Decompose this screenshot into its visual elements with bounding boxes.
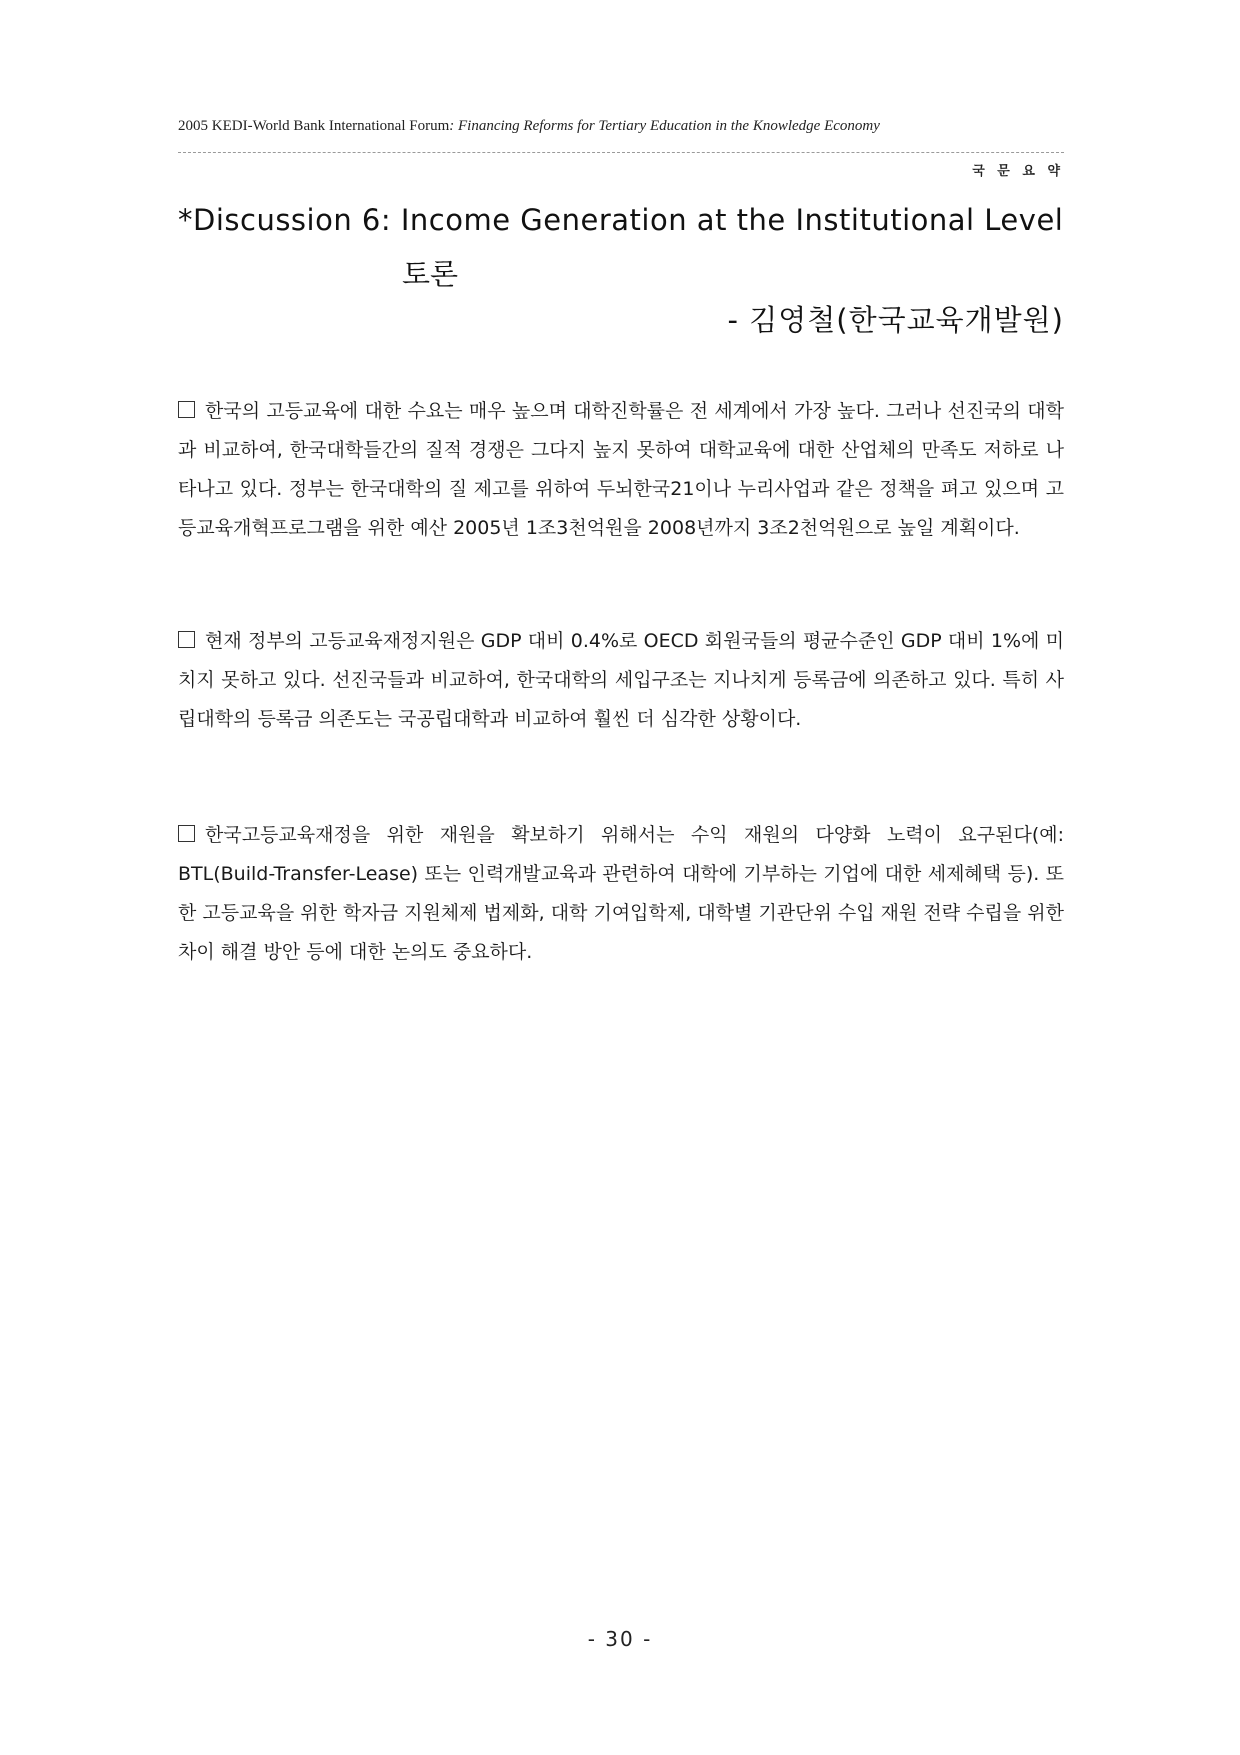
paragraph-2 [178,622,1064,739]
header-forum-subtitle: : Financing Reforms for Tertiary Education in the Knowledge Economy [449,118,880,134]
page-title: *Discussion 6: Income Generation at the Institutional Level [178,203,1064,237]
checkbox-bullet-icon [178,631,195,648]
section-tag: 국 문 요 약 [972,164,1064,179]
checkbox-bullet-icon [178,825,195,842]
paragraph-3 [178,816,1064,972]
page-number: - 30 - [587,1627,653,1651]
header-divider [178,152,1064,153]
author-line: - 김영철(한국교육개발원) [727,303,1064,337]
paragraph-text: 한국고등교육재정을 위한 재원을 확보하기 위해서는 수익 재원의 다양화 노력이 요구된다(예: BTL(Build-Transfer-Lease) 또는 인력개발교육과 관련하여 대학에 기부하는 기업에 대한 세제혜택 등). 또한 고등교육을 위한 학자금 지원체제 법제화, 대학 기여입학제, 대학별 기관단위 수입 재원 전략 수립을 위한 차이 해결 방안 등에 대한 논의도 중요하다. [178,824,1064,963]
header-forum-name: 2005 KEDI-World Bank International Forum [178,118,450,134]
running-header [178,118,1078,135]
paragraph-text: 한국의 고등교육에 대한 수요는 매우 높으며 대학진학률은 전 세계에서 가장 높다. 그러나 선진국의 대학과 비교하여, 한국대학들간의 질적 경쟁은 그다지 높지 못하여 대학교육에 대한 산업체의 만족도 저하로 나타나고 있다. 정부는 한국대학의 질 제고를 위하여 두뇌한국21이나 누리사업과 같은 정책을 펴고 있으며 고등교육개혁프로그램을 위한 예산 2005년 1조3천억원을 2008년까지 3조2천억원으로 높일 계획이다. [178,400,1064,539]
page-subtitle: 토론 [402,257,459,291]
paragraph-1 [178,392,1064,548]
paragraph-text: 현재 정부의 고등교육재정지원은 GDP 대비 0.4%로 OECD 회원국들의 평균수준인 GDP 대비 1%에 미치지 못하고 있다. 선진국들과 비교하여, 한국대학의 세입구조는 지나치게 등록금에 의존하고 있다. 특히 사립대학의 등록금 의존도는 국공립대학과 비교하여 훨씬 더 심각한 상황이다. [178,630,1064,730]
checkbox-bullet-icon [178,401,195,418]
